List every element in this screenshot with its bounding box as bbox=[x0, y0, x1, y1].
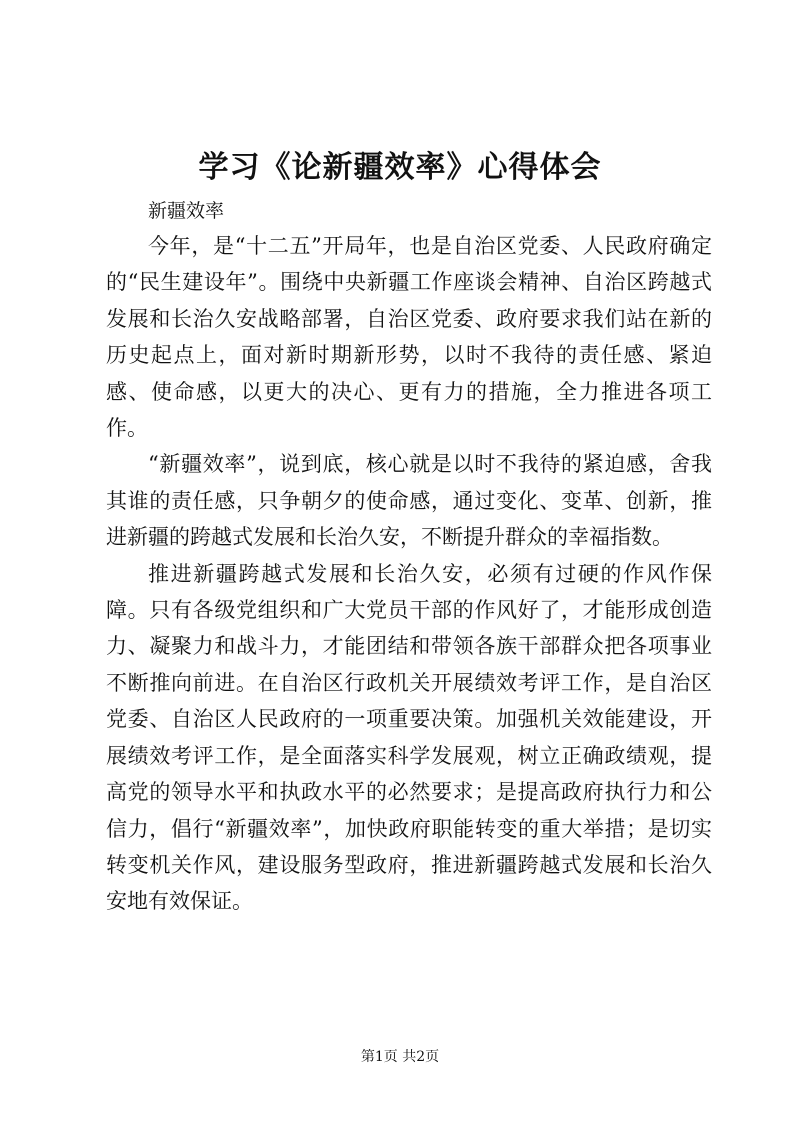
document-subtitle: 新疆效率 bbox=[148, 200, 225, 222]
document-body bbox=[106, 228, 712, 920]
document-title: 学习《论新疆效率》心得体会 bbox=[198, 150, 602, 185]
page-footer: 第1页 共2页 bbox=[360, 1049, 440, 1065]
paragraph: “新疆效率”，说到底，核心就是以时不我待的紧迫感，舍我其谁的责任感，只争朝夕的使命感，通过变化、变革、创新，推进新疆的跨越式发展和长治久安，不断提升群众的幸福指数。 bbox=[106, 452, 712, 550]
paragraph: 今年，是“十二五”开局年，也是自治区党委、人民政府确定的“民生建设年”。围绕中央新疆工作座谈会精神、自治区跨越式发展和长治久安战略部署，自治区党委、政府要求我们站在新的历史起点上，面对新时期新形势，以时不我待的责任感、紧迫感、使命感，以更大的决心、更有力的措施，全力推进各项工作。 bbox=[106, 234, 712, 441]
paragraph: 推进新疆跨越式发展和长治久安，必须有过硬的作风作保障。只有各级党组织和广大党员干部的作风好了，才能形成创造力、凝聚力和战斗力，才能团结和带领各族干部群众把各项事业不断推向前进。在自治区行政机关开展绩效考评工作，是自治区党委、自治区人民政府的一项重要决策。加强机关效能建设，开展绩效考评工作，是全面落实科学发展观，树立正确政绩观，提高党的领导水平和执政水平的必然要求；是提高政府执行力和公信力，倡行“新疆效率”，加快政府职能转变的重大举措；是切实转变机关作风，建设服务型政府，推进新疆跨越式发展和长治久安地有效保证。 bbox=[106, 561, 712, 914]
